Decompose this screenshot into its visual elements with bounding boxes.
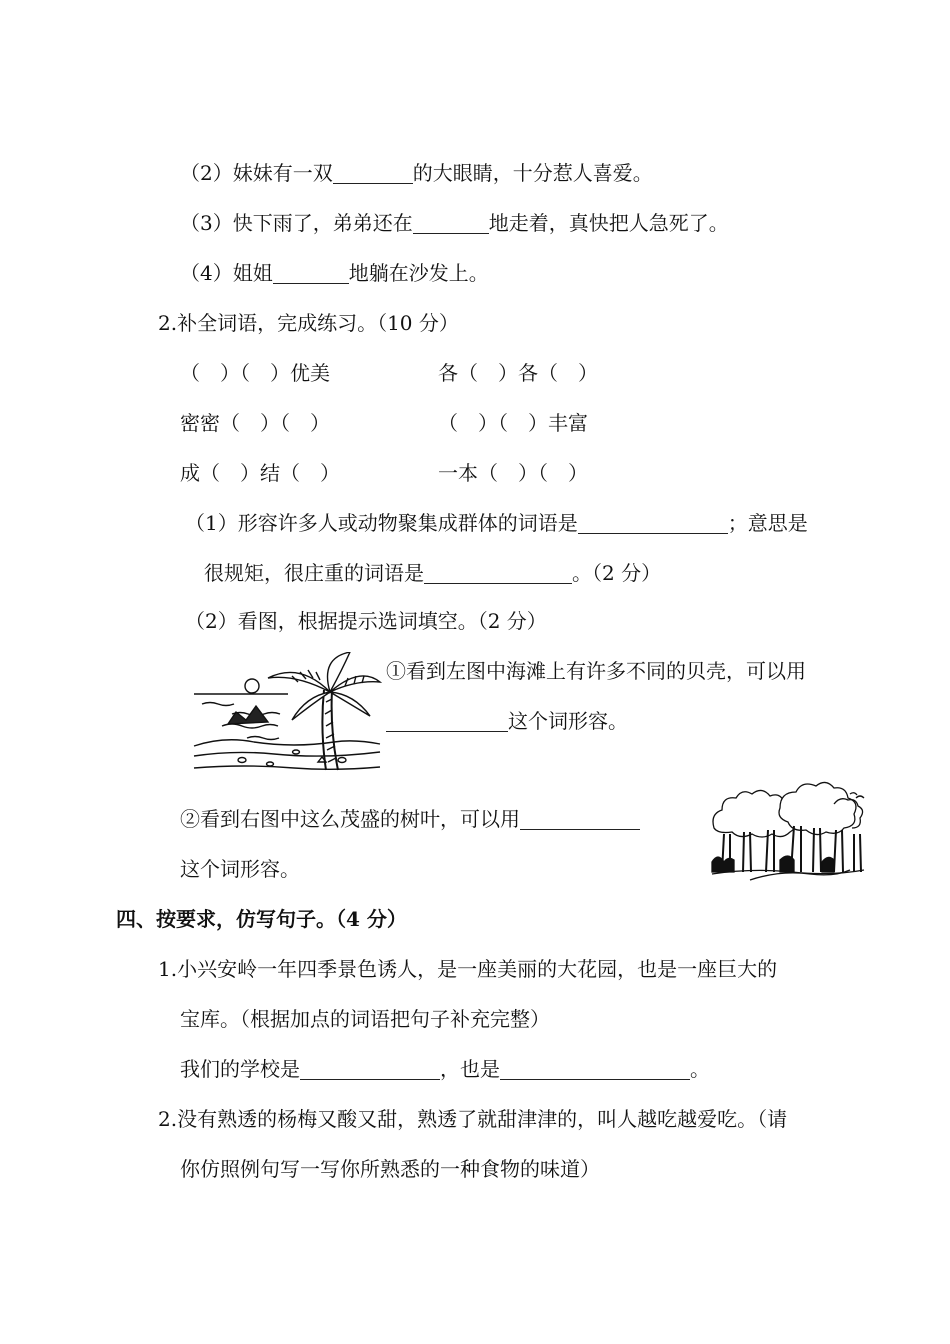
q1-item-2: （2）妹妹有一双 的大眼睛，十分惹人喜爱。	[180, 161, 653, 185]
answer-blank[interactable]	[413, 213, 489, 234]
q2-title: 2.补全词语，完成练习。（10 分）	[158, 311, 459, 335]
beach-palm-illustration	[192, 652, 382, 776]
sub-question-1: （1）形容许多人或动物聚集成群体的词语是 ；意思是	[185, 511, 808, 535]
answer-blank[interactable]	[500, 1059, 690, 1080]
word-item[interactable]: 各（ ）各（ ）	[438, 361, 598, 385]
answer-blank[interactable]	[300, 1059, 440, 1080]
q1-item-3: （3）快下雨了，弟弟还在 地走着，真快把人急死了。	[180, 211, 729, 235]
s4-q2-text-cont: 你仿照例句写一写你所熟悉的一种食物的味道）	[180, 1157, 600, 1181]
forest-illustration	[710, 778, 866, 882]
s4-q1-answer: 我们的学校是 ，也是 。	[180, 1057, 710, 1081]
answer-blank[interactable]	[333, 163, 413, 184]
q1-item-4: （4）姐姐 地躺在沙发上。	[180, 261, 489, 285]
picture-prompt-2-cont: 这个词形容。	[180, 857, 300, 881]
picture-prompt-2: ②看到右图中这么茂盛的树叶，可以用	[180, 804, 640, 834]
sub-question-2: （2）看图，根据提示选词填空。（2 分）	[185, 609, 547, 633]
picture-prompt-1: ①看到左图中海滩上有许多不同的贝壳，可以用	[386, 659, 806, 683]
s4-q1-text-cont: 宝库。（根据加点的词语把句子补充完整）	[180, 1007, 550, 1031]
word-item[interactable]: 密密（ ）（ ）	[180, 411, 330, 435]
answer-blank[interactable]	[273, 263, 349, 284]
answer-blank[interactable]	[386, 711, 508, 732]
section-4-heading: 四、按要求，仿写句子。（4 分）	[116, 907, 407, 931]
answer-blank[interactable]	[578, 513, 728, 534]
sub-question-1-cont: 很规矩，很庄重的词语是 。（2 分）	[204, 561, 662, 585]
s4-q1-text: 1.小兴安岭一年四季景色诱人，是一座美丽的大花园，也是一座巨大的	[158, 957, 778, 981]
word-item[interactable]: 一本（ ）（ ）	[438, 461, 588, 485]
answer-blank[interactable]	[520, 809, 640, 830]
word-item[interactable]: （ ）（ ）优美	[180, 361, 330, 385]
answer-blank[interactable]	[424, 563, 572, 584]
word-item[interactable]: （ ）（ ）丰富	[438, 411, 588, 435]
s4-q2-text: 2.没有熟透的杨梅又酸又甜，熟透了就甜津津的，叫人越吃越爱吃。（请	[158, 1107, 788, 1131]
word-item[interactable]: 成（ ）结（ ）	[180, 461, 340, 485]
picture-prompt-1-cont: 这个词形容。	[386, 706, 628, 736]
